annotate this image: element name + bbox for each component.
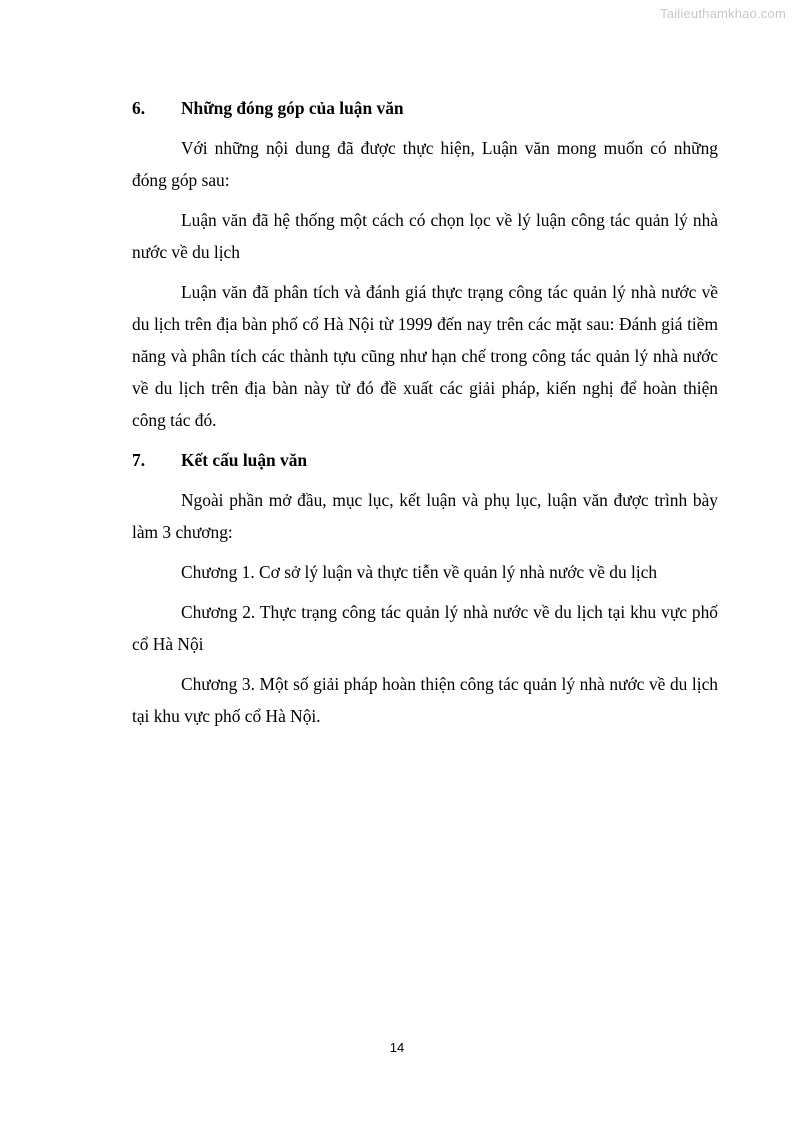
section-6-number: 6. bbox=[132, 98, 146, 118]
section-6-paragraph-3: Luận văn đã phân tích và đánh giá thực trạng công tác quản lý nhà nước về du lịch trên địa bàn phố cổ Hà Nội từ 1999 đến nay trên các mặt sau: Đánh giá tiềm năng và phân tích các thành tựu cũng như hạn chế trong công tác quản lý nhà nước về du lịch trên địa bàn này từ đó đề xuất các giải pháp, kiến nghị để hoàn thiện công tác đó. bbox=[132, 282, 718, 430]
section-7-chapter-1: Chương 1. Cơ sở lý luận và thực tiễn về quản lý nhà nước về du lịch bbox=[181, 562, 658, 582]
section-7-chapter-2: Chương 2. Thực trạng công tác quản lý nhà nước về du lịch tại khu vực phố cổ Hà Nội bbox=[132, 602, 718, 654]
document-body bbox=[132, 92, 718, 740]
section-7-chapter-3: Chương 3. Một số giải pháp hoàn thiện công tác quản lý nhà nước về du lịch tại khu vực phố cổ Hà Nội. bbox=[132, 674, 718, 726]
section-6-heading bbox=[132, 92, 718, 124]
section-7-title: Kết cấu luận văn bbox=[181, 450, 308, 470]
watermark-text: Tailieuthamkhao.com bbox=[660, 6, 786, 21]
section-6-paragraph-2: Luận văn đã hệ thống một cách có chọn lọc về lý luận công tác quản lý nhà nước về du lịch bbox=[132, 210, 718, 262]
section-7-paragraph-1: Ngoài phần mở đầu, mục lục, kết luận và phụ lục, luận văn được trình bày làm 3 chương: bbox=[132, 490, 718, 542]
section-6-title: Những đóng góp của luận văn bbox=[181, 98, 404, 118]
page-number: 14 bbox=[389, 1040, 405, 1055]
section-7-number: 7. bbox=[132, 450, 146, 470]
section-6-paragraph-1: Với những nội dung đã được thực hiện, Luận văn mong muốn có những đóng góp sau: bbox=[132, 138, 718, 190]
section-7-heading bbox=[132, 444, 718, 476]
